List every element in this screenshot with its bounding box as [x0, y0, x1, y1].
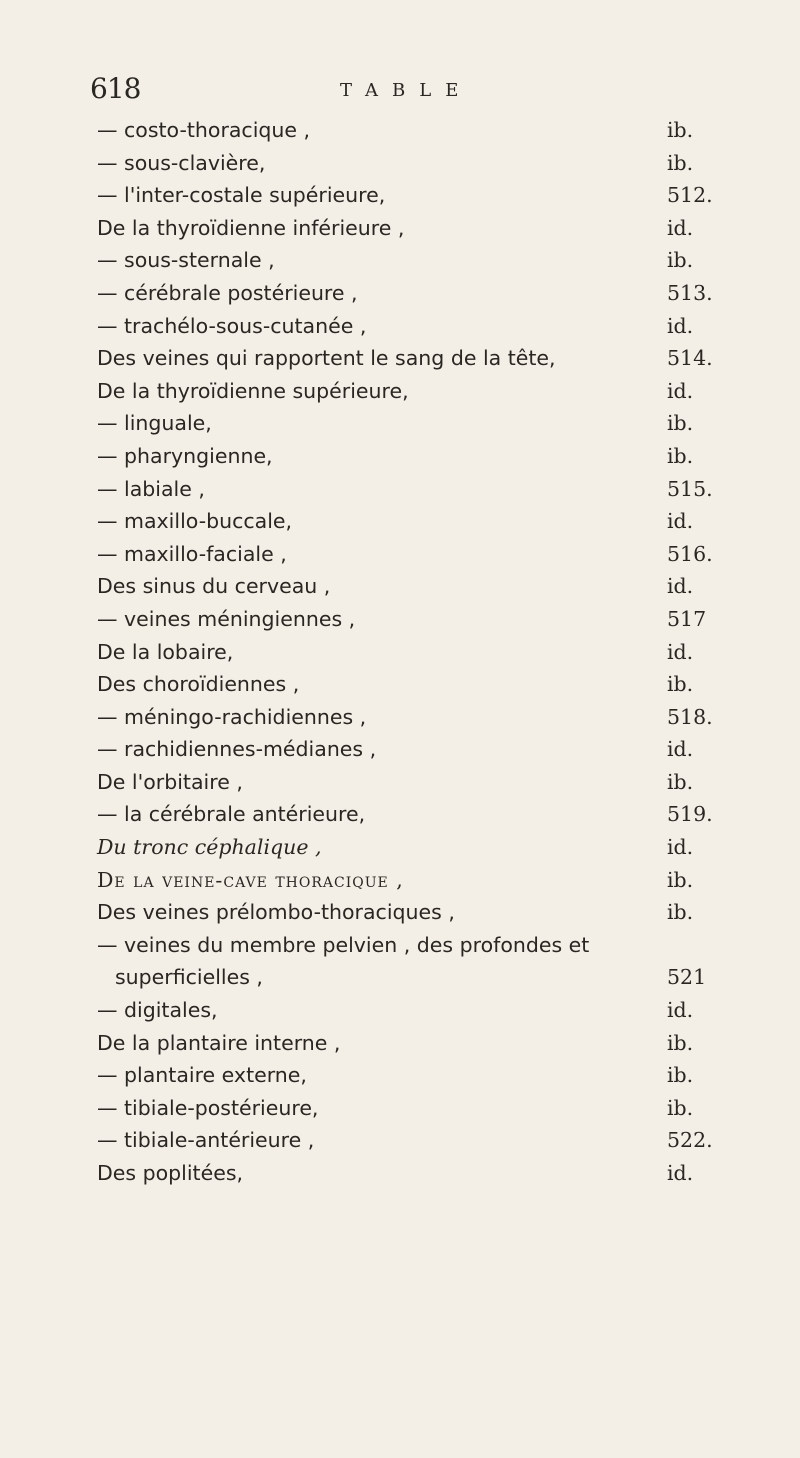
index-entry	[97, 701, 727, 734]
entry-page-ref: 522.	[667, 1128, 713, 1153]
entry-text: — tibiale-antérieure ,	[97, 1128, 315, 1153]
index-entry	[97, 766, 727, 799]
entry-text: — la cérébrale antérieure,	[97, 802, 366, 827]
entry-page-ref: ib.	[667, 150, 694, 175]
index-entry	[97, 929, 727, 962]
entry-page-ref: ib.	[667, 443, 694, 468]
section-heading-entry	[97, 864, 727, 897]
entry-page-ref: 516.	[667, 541, 713, 566]
entry-text: superficielles ,	[115, 965, 263, 990]
entry-text: Des veines qui rapportent le sang de la tête,	[97, 346, 556, 371]
entry-text: De la plantaire interne ,	[97, 1030, 341, 1055]
entry-text: — l'inter-costale supérieure,	[97, 183, 386, 208]
entry-page-ref: 512.	[667, 183, 713, 208]
entry-page-ref: ib.	[667, 1095, 694, 1120]
entry-text: — rachidiennes-médianes ,	[97, 737, 377, 762]
entry-page-ref: ib.	[667, 867, 694, 892]
entry-text: De l'orbitaire ,	[97, 769, 243, 794]
entry-page-ref: 519.	[667, 802, 713, 827]
entry-text: — labiale ,	[97, 476, 205, 501]
entry-text: — veines du membre pelvien , des profondes et	[97, 932, 590, 957]
entry-page-ref: id.	[667, 737, 694, 762]
entry-text: — tibiale-postérieure,	[97, 1095, 319, 1120]
index-entry	[97, 147, 727, 180]
index-entry	[97, 244, 727, 277]
entry-text: — plantaire externe,	[97, 1063, 307, 1088]
index-entry	[97, 1059, 727, 1092]
entry-text: — linguale,	[97, 411, 212, 436]
index-entry	[97, 179, 727, 212]
entry-page-ref: id.	[667, 509, 694, 534]
index-entry	[97, 375, 727, 408]
index-entries	[97, 114, 727, 1190]
entry-text: Des choroïdiennes ,	[97, 672, 300, 697]
entry-page-ref: 514.	[667, 346, 713, 371]
entry-page-ref: id.	[667, 313, 694, 338]
entry-page-ref: 517	[667, 606, 707, 631]
index-entry	[97, 1157, 727, 1190]
index-entry	[97, 538, 727, 571]
entry-text: — maxillo-buccale,	[97, 509, 293, 534]
index-entry	[97, 505, 727, 538]
entry-page-ref: id.	[667, 378, 694, 403]
entry-text: — sous-clavière,	[97, 150, 266, 175]
index-entry	[97, 994, 727, 1027]
entry-text: — digitales,	[97, 998, 218, 1023]
entry-text: De la thyroïdienne supérieure,	[97, 378, 409, 403]
entry-page-ref: ib.	[667, 769, 694, 794]
entry-text: — méningo-rachidiennes ,	[97, 704, 367, 729]
index-entry	[97, 1027, 727, 1060]
entry-text: — sous-sternale ,	[97, 248, 275, 273]
entry-page-ref: ib.	[667, 1063, 694, 1088]
page-header	[90, 72, 730, 112]
index-entry	[97, 310, 727, 343]
entry-text: Des sinus du cerveau ,	[97, 574, 331, 599]
entry-page-ref: id.	[667, 998, 694, 1023]
entry-page-ref: id.	[667, 1161, 694, 1185]
entry-page-ref: ib.	[667, 900, 694, 925]
index-entry	[97, 570, 727, 603]
entry-text: — maxillo-faciale ,	[97, 541, 287, 566]
entry-page-ref: ib.	[667, 1030, 694, 1055]
entry-page-ref: id.	[667, 639, 694, 664]
entry-text: — pharyngienne,	[97, 443, 273, 468]
index-entry	[97, 1124, 727, 1157]
entry-text: De la lobaire,	[97, 639, 234, 664]
entry-page-ref: id.	[667, 835, 694, 860]
index-entry	[97, 831, 727, 864]
entry-text: — cérébrale postérieure ,	[97, 280, 358, 305]
index-entry	[97, 798, 727, 831]
entry-page-ref: ib.	[667, 411, 694, 436]
entry-text: — veines méningiennes ,	[97, 606, 356, 631]
index-entry	[97, 733, 727, 766]
index-entry	[97, 473, 727, 506]
entry-page-ref: id.	[667, 574, 694, 599]
index-entry	[97, 277, 727, 310]
entry-text: — costo-thoracique ,	[97, 118, 311, 142]
index-entry	[97, 603, 727, 636]
index-entry	[97, 636, 727, 669]
entry-page-ref: ib.	[667, 118, 694, 142]
entry-page-ref: 513.	[667, 280, 713, 305]
entry-page-ref: 518.	[667, 704, 713, 729]
running-title: TABLE	[340, 80, 473, 101]
entry-text: De la thyroïdienne inférieure ,	[97, 215, 405, 240]
entry-text: Des veines prélombo-thoraciques ,	[97, 900, 455, 925]
index-entry	[97, 440, 727, 473]
index-entry	[97, 212, 727, 245]
entry-text: — trachélo-sous-cutanée ,	[97, 313, 367, 338]
index-entry	[97, 896, 727, 929]
index-entry	[97, 407, 727, 440]
entry-text: Du tronc céphalique ,	[97, 835, 322, 860]
entry-page-ref: 521	[667, 965, 707, 990]
entry-page-ref: ib.	[667, 248, 694, 273]
entry-page-ref: id.	[667, 215, 694, 240]
index-entry	[97, 342, 727, 375]
index-entry	[97, 668, 727, 701]
index-entry	[97, 114, 727, 147]
page-number: 618	[90, 72, 141, 105]
entry-text: De la veine-cave thoracique ,	[97, 867, 404, 892]
entry-page-ref: 515.	[667, 476, 713, 501]
entry-text: Des poplitées,	[97, 1161, 244, 1185]
index-entry-continuation	[97, 961, 727, 994]
index-entry	[97, 1092, 727, 1125]
entry-page-ref: ib.	[667, 672, 694, 697]
